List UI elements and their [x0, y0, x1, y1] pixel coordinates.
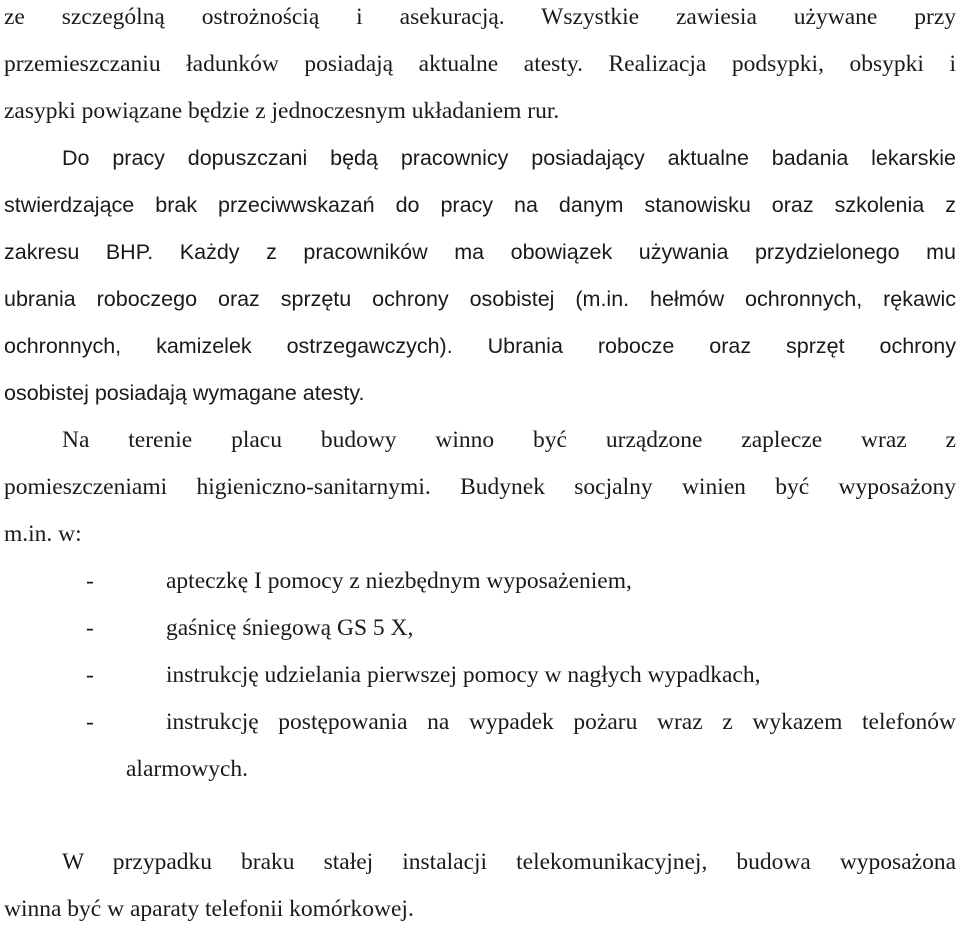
- paragraph-line: zakresu BHP. Każdy z pracowników ma obowiązek używania przydzielonego mu: [4, 240, 956, 264]
- list-item: [4, 611, 956, 658]
- paragraph-4: [4, 845, 956, 939]
- paragraph-line: ochronnych, kamizelek ostrzegawczych). Ubrania robocze oraz sprzęt ochrony: [4, 334, 956, 358]
- list-item: [4, 705, 956, 752]
- document-page: [4, 0, 956, 939]
- paragraph-3: [4, 423, 956, 564]
- blank-spacer: [4, 799, 956, 845]
- paragraph-line: pomieszczeniami higieniczno-sanitarnymi. Budynek socjalny winien być wyposażony: [4, 474, 956, 500]
- paragraph-2: [4, 141, 956, 423]
- paragraph-line: zasypki powiązane będzie z jednoczesnym układaniem rur.: [4, 98, 560, 124]
- equipment-list: [4, 564, 956, 799]
- paragraph-line: ze szczególną ostrożnością i asekuracją. Wszystkie zawiesia używane przy: [4, 4, 956, 30]
- list-item: [4, 658, 956, 705]
- paragraph-line: przemieszczaniu ładunków posiadają aktualne atesty. Realizacja podsypki, obsypki i: [4, 51, 956, 77]
- paragraph-line: stwierdzające brak przeciwwskazań do pracy na danym stanowisku oraz szkolenia z: [4, 193, 956, 217]
- paragraph-line: Do pracy dopuszczani będą pracownicy posiadający aktualne badania lekarskie: [62, 146, 956, 170]
- list-item-continuation: alarmowych.: [126, 756, 249, 782]
- paragraph-line: W przypadku braku stałej instalacji telekomunikacyjnej, budowa wyposażona: [62, 849, 956, 875]
- paragraph-line: winna być w aparaty telefonii komórkowej.: [4, 896, 414, 922]
- list-item-text: instrukcję udzielania pierwszej pomocy w nagłych wypadkach,: [166, 662, 761, 688]
- paragraph-line: ubrania roboczego oraz sprzętu ochrony osobistej (m.in. hełmów ochronnych, rękawic: [4, 287, 956, 311]
- list-dash: -: [86, 615, 94, 641]
- list-item: [4, 564, 956, 611]
- list-dash: -: [86, 662, 94, 688]
- paragraph-1: [4, 0, 956, 141]
- list-item-text: gaśnicę śniegową GS 5 X,: [166, 615, 414, 641]
- paragraph-line: m.in. w:: [4, 521, 82, 547]
- list-dash: -: [86, 709, 94, 735]
- paragraph-line: osobistej posiadają wymagane atesty.: [4, 381, 365, 405]
- list-item-text: instrukcję postępowania na wypadek pożaru wraz z wykazem telefonów: [166, 709, 956, 735]
- list-item-text: apteczkę I pomocy z niezbędnym wyposażeniem,: [166, 568, 632, 594]
- paragraph-line: Na terenie placu budowy winno być urządzone zaplecze wraz z: [62, 427, 956, 453]
- list-dash: -: [86, 568, 94, 594]
